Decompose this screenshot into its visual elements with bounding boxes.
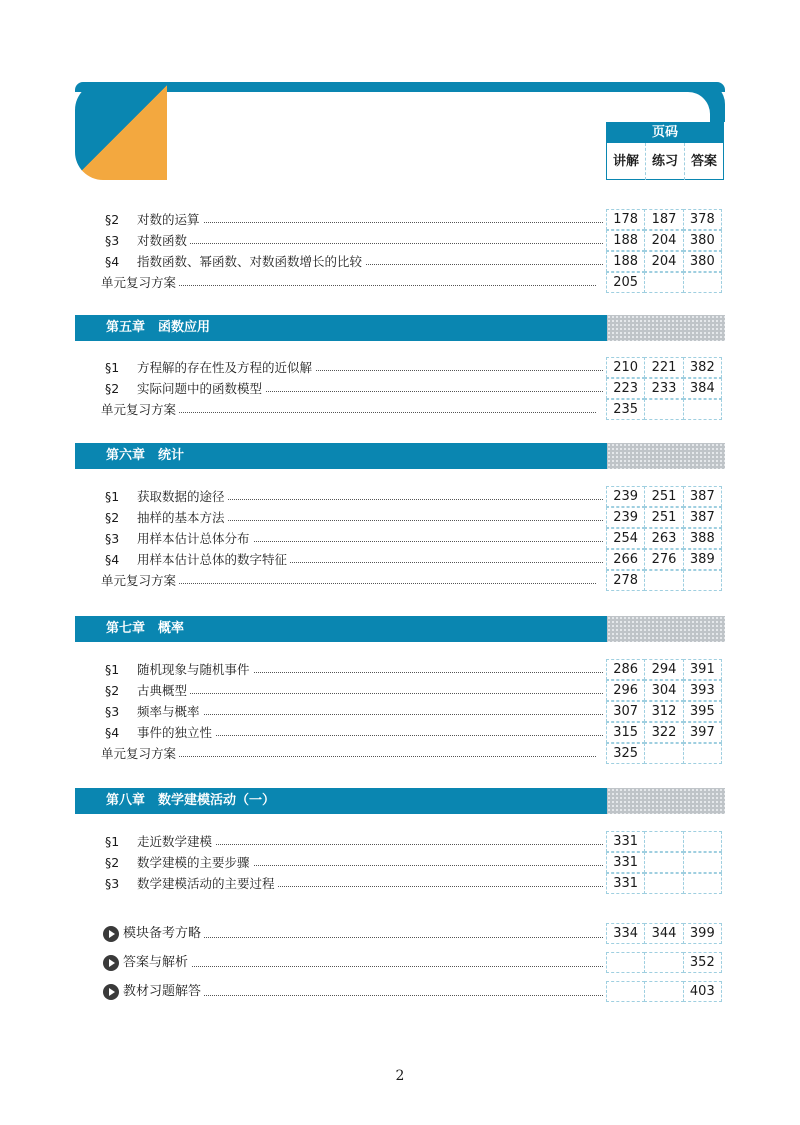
page-answer: 380 — [683, 251, 722, 272]
column-explanation: 讲解 — [612, 154, 639, 169]
section-title: 获取数据的途径 — [137, 489, 225, 504]
page-answer: 395 — [683, 701, 722, 722]
page-explanation: 223 — [606, 378, 645, 399]
page-practice — [644, 743, 683, 764]
section-number: §3 — [105, 233, 120, 248]
page-cells — [606, 486, 724, 507]
chapter-heading[interactable] — [75, 443, 725, 469]
leader-dots — [123, 966, 603, 967]
page-cells — [606, 722, 724, 743]
page-explanation: 239 — [606, 486, 645, 507]
extra-title: 模块备考方略 — [123, 923, 204, 945]
page-explanation: 266 — [606, 549, 645, 570]
page-practice: 251 — [644, 486, 683, 507]
page-answer — [683, 852, 722, 873]
page-cells — [606, 873, 724, 894]
page-cells — [606, 549, 724, 570]
page-answer — [683, 743, 722, 764]
page-practice — [644, 399, 683, 420]
page-answer: 399 — [683, 923, 722, 944]
column-answer: 答案 — [684, 143, 723, 180]
page-cells — [606, 952, 724, 973]
page-explanation: 239 — [606, 507, 645, 528]
section-title: 数学建模的主要步骤 — [137, 855, 250, 870]
page-explanation: 331 — [606, 852, 645, 873]
play-arrow-icon — [103, 926, 119, 942]
play-arrow-icon — [103, 984, 119, 1000]
page-explanation — [606, 952, 645, 973]
chapter-title: 第六章 统计 — [75, 443, 607, 469]
page-practice: 263 — [644, 528, 683, 549]
section-title: 单元复习方案 — [101, 275, 177, 290]
page-practice: 312 — [644, 701, 683, 722]
section-number: §2 — [105, 683, 120, 698]
chapter-title: 第七章 概率 — [75, 616, 607, 642]
page-answer: 352 — [683, 952, 722, 973]
section-title: 对数的运算 — [137, 212, 200, 227]
page-cells — [606, 852, 724, 873]
page-answer: 391 — [683, 659, 722, 680]
page-explanation: 254 — [606, 528, 645, 549]
section-number: §2 — [105, 855, 120, 870]
section-number: §2 — [105, 381, 120, 396]
chapter-heading[interactable] — [75, 315, 725, 341]
page-practice: 294 — [644, 659, 683, 680]
extra-title: 答案与解析 — [123, 952, 191, 974]
page-practice: 204 — [644, 251, 683, 272]
page-practice: 344 — [644, 923, 683, 944]
section-title: 指数函数、幂函数、对数函数增长的比较 — [137, 254, 363, 269]
page-answer: 378 — [683, 209, 722, 230]
page-practice: 204 — [644, 230, 683, 251]
chapter-pattern — [607, 315, 725, 341]
page-cells — [606, 507, 724, 528]
page-answer — [683, 399, 722, 420]
section-number: §1 — [105, 360, 120, 375]
page-number: 2 — [395, 1068, 405, 1084]
page-practice: 304 — [644, 680, 683, 701]
section-number: §4 — [105, 254, 120, 269]
section-number: §1 — [105, 834, 120, 849]
page-practice — [644, 272, 683, 293]
page-answer: 397 — [683, 722, 722, 743]
section-title: 数学建模活动的主要过程 — [137, 876, 275, 891]
page-practice — [644, 981, 683, 1002]
play-arrow-icon — [103, 955, 119, 971]
page-practice: 276 — [644, 549, 683, 570]
page-explanation: 331 — [606, 873, 645, 894]
section-title: 对数函数 — [137, 233, 188, 248]
page-practice: 221 — [644, 357, 683, 378]
page-cells — [606, 680, 724, 701]
page-cells — [606, 659, 724, 680]
section-title: 古典概型 — [137, 683, 188, 698]
page-practice — [644, 873, 683, 894]
page-cells — [606, 570, 724, 591]
page-practice: 322 — [644, 722, 683, 743]
section-title: 方程解的存在性及方程的近似解 — [137, 360, 313, 375]
page-practice — [644, 570, 683, 591]
section-title: 用样本估计总体分布 — [137, 531, 250, 546]
header-corner-decoration — [75, 82, 167, 180]
chapter-pattern — [607, 788, 725, 814]
page-cells — [606, 230, 724, 251]
page-explanation: 315 — [606, 722, 645, 743]
page-explanation: 205 — [606, 272, 645, 293]
page-explanation: 296 — [606, 680, 645, 701]
chapter-pattern — [607, 443, 725, 469]
page-practice: 233 — [644, 378, 683, 399]
page-answer: 403 — [683, 981, 722, 1002]
chapter-pattern — [607, 616, 725, 642]
page-answer: 382 — [683, 357, 722, 378]
header-right-curve — [680, 82, 725, 122]
page-answer — [683, 873, 722, 894]
page-cells — [606, 251, 724, 272]
page-cells — [606, 743, 724, 764]
page-answer — [683, 831, 722, 852]
page-answer: 387 — [683, 507, 722, 528]
page-answer — [683, 570, 722, 591]
section-number: §3 — [105, 704, 120, 719]
section-title: 随机现象与随机事件 — [137, 662, 250, 677]
section-title: 单元复习方案 — [101, 402, 177, 417]
section-number: §3 — [105, 876, 120, 891]
page-cells — [606, 923, 724, 944]
page-practice — [644, 831, 683, 852]
page-column-title: 页码 — [607, 123, 723, 143]
page-explanation: 178 — [606, 209, 645, 230]
page-cells — [606, 209, 724, 230]
section-title: 事件的独立性 — [137, 725, 213, 740]
page-explanation: 278 — [606, 570, 645, 591]
page-cells — [606, 701, 724, 722]
page-explanation: 331 — [606, 831, 645, 852]
page-cells — [606, 399, 724, 420]
column-practice: 练习 — [645, 143, 684, 180]
page-column-header — [606, 122, 724, 180]
page-cells — [606, 528, 724, 549]
page-cells — [606, 378, 724, 399]
section-title: 用样本估计总体的数字特征 — [137, 552, 288, 567]
page-cells — [606, 981, 724, 1002]
section-title: 单元复习方案 — [101, 746, 177, 761]
page-answer: 384 — [683, 378, 722, 399]
page-answer: 387 — [683, 486, 722, 507]
chapter-heading[interactable] — [75, 788, 725, 814]
page-answer — [683, 272, 722, 293]
header-bar — [75, 82, 725, 92]
section-title: 实际问题中的函数模型 — [137, 381, 263, 396]
page-explanation: 307 — [606, 701, 645, 722]
chapter-title: 第八章 数学建模活动（一） — [75, 788, 607, 814]
page-answer: 389 — [683, 549, 722, 570]
page-explanation: 210 — [606, 357, 645, 378]
page-explanation: 188 — [606, 230, 645, 251]
page-practice: 187 — [644, 209, 683, 230]
section-number: §1 — [105, 662, 120, 677]
page-explanation — [606, 981, 645, 1002]
section-title: 抽样的基本方法 — [137, 510, 225, 525]
section-number: §4 — [105, 725, 120, 740]
page-practice: 251 — [644, 507, 683, 528]
section-number: §4 — [105, 552, 120, 567]
page-cells — [606, 831, 724, 852]
page-answer: 388 — [683, 528, 722, 549]
section-number: §2 — [105, 212, 120, 227]
extra-title: 教材习题解答 — [123, 981, 204, 1003]
page-explanation: 286 — [606, 659, 645, 680]
page-practice — [644, 952, 683, 973]
page-answer: 380 — [683, 230, 722, 251]
chapter-title: 第五章 函数应用 — [75, 315, 607, 341]
chapter-heading[interactable] — [75, 616, 725, 642]
page-practice — [644, 852, 683, 873]
page-cells — [606, 272, 724, 293]
page-explanation: 325 — [606, 743, 645, 764]
section-number: §2 — [105, 510, 120, 525]
section-number: §3 — [105, 531, 120, 546]
page-answer: 393 — [683, 680, 722, 701]
section-number: §1 — [105, 489, 120, 504]
page-explanation: 188 — [606, 251, 645, 272]
page-explanation: 334 — [606, 923, 645, 944]
page-explanation: 235 — [606, 399, 645, 420]
section-title: 频率与概率 — [137, 704, 200, 719]
page-cells — [606, 357, 724, 378]
section-title: 走近数学建模 — [137, 834, 213, 849]
section-title: 单元复习方案 — [101, 573, 177, 588]
